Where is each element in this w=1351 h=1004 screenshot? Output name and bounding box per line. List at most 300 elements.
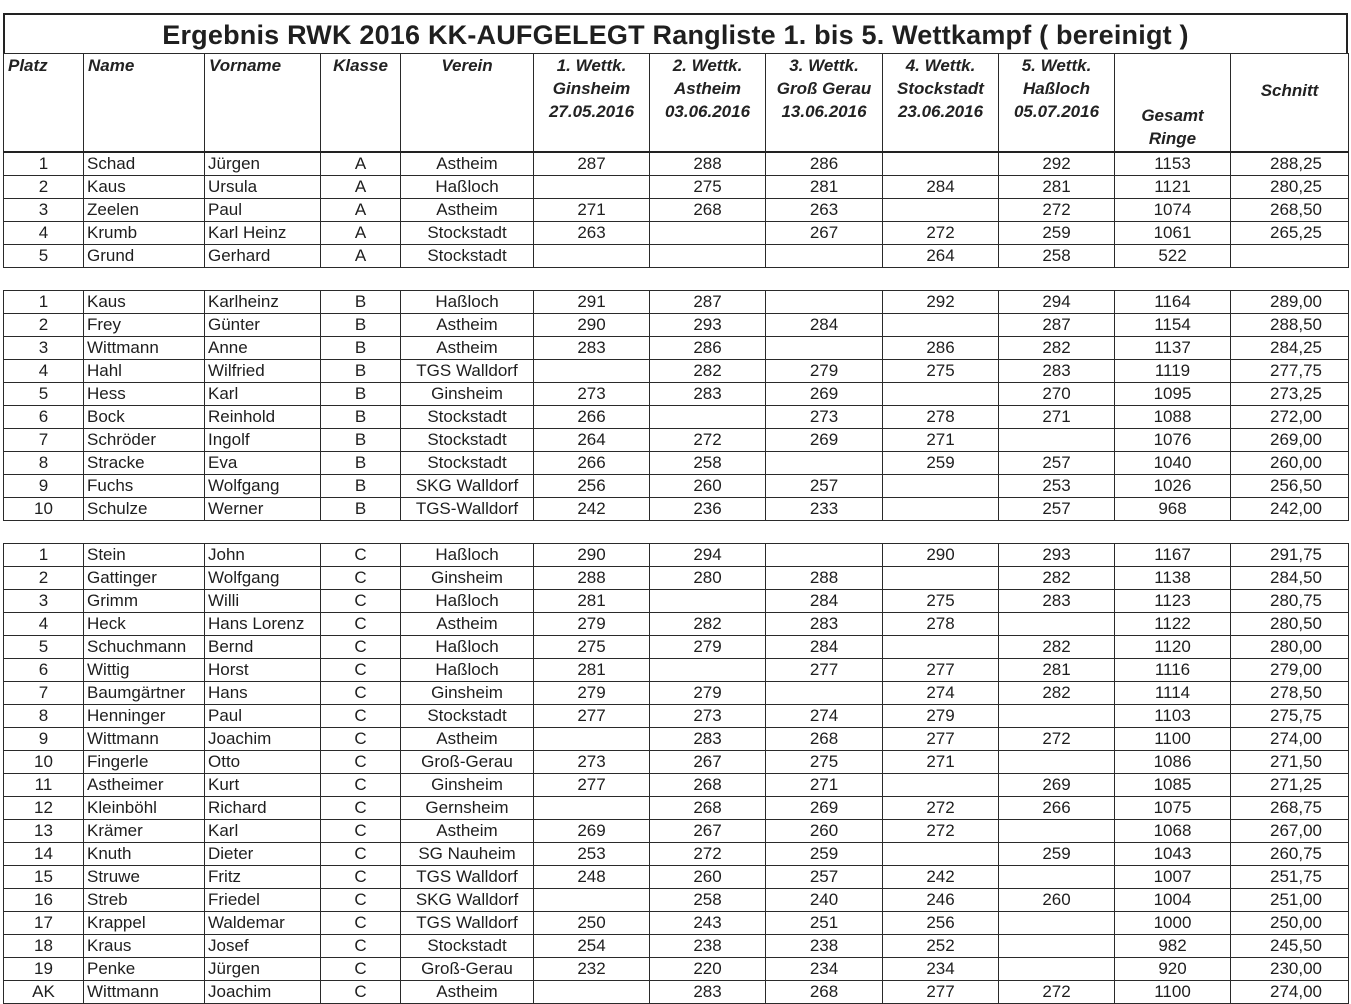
cell-verein: TGS Walldorf <box>401 912 534 935</box>
cell-verein: Stockstadt <box>401 406 534 429</box>
cell-platz: 5 <box>4 245 84 268</box>
cell-verein: Haßloch <box>401 590 534 613</box>
cell-klasse: C <box>321 958 401 981</box>
cell-klasse: B <box>321 314 401 337</box>
cell-name: Penke <box>84 958 205 981</box>
cell-wettkampf-1: 266 <box>534 452 650 475</box>
cell-wettkampf-4 <box>883 475 999 498</box>
table-header <box>4 54 1349 153</box>
cell-verein: Stockstadt <box>401 222 534 245</box>
cell-wettkampf-1 <box>534 360 650 383</box>
header-w4-label: 4. Wettk. <box>905 56 976 75</box>
cell-wettkampf-5: 282 <box>999 337 1115 360</box>
cell-wettkampf-3 <box>766 544 883 567</box>
table-row <box>4 705 1349 728</box>
cell-wettkampf-3: 238 <box>766 935 883 958</box>
cell-klasse: B <box>321 360 401 383</box>
cell-wettkampf-2: 260 <box>650 866 766 889</box>
cell-wettkampf-4 <box>883 498 999 521</box>
cell-wettkampf-4 <box>883 636 999 659</box>
cell-schnitt: 268,50 <box>1231 199 1349 222</box>
table-row <box>4 866 1349 889</box>
cell-name: Stein <box>84 544 205 567</box>
table-row <box>4 659 1349 682</box>
cell-gesamt: 920 <box>1115 958 1231 981</box>
table-row <box>4 590 1349 613</box>
header-klasse: Klasse <box>321 54 401 153</box>
cell-wettkampf-2: 258 <box>650 452 766 475</box>
cell-vorname: Wolfgang <box>205 475 321 498</box>
cell-gesamt: 1088 <box>1115 406 1231 429</box>
cell-klasse: C <box>321 590 401 613</box>
cell-name: Fuchs <box>84 475 205 498</box>
header-w1-place: Ginsheim <box>552 79 631 98</box>
cell-gesamt: 1167 <box>1115 544 1231 567</box>
cell-schnitt: 271,50 <box>1231 751 1349 774</box>
cell-vorname: Ursula <box>205 176 321 199</box>
cell-wettkampf-1 <box>534 728 650 751</box>
cell-wettkampf-3: 257 <box>766 866 883 889</box>
cell-schnitt: 288,25 <box>1231 152 1349 176</box>
cell-wettkampf-4: 272 <box>883 820 999 843</box>
cell-platz: 2 <box>4 176 84 199</box>
cell-name: Astheimer <box>84 774 205 797</box>
cell-wettkampf-4: 264 <box>883 245 999 268</box>
cell-gesamt: 1026 <box>1115 475 1231 498</box>
cell-platz: 4 <box>4 360 84 383</box>
cell-platz: 1 <box>4 544 84 567</box>
cell-wettkampf-1 <box>534 981 650 1004</box>
cell-verein: Astheim <box>401 820 534 843</box>
cell-wettkampf-2: 275 <box>650 176 766 199</box>
cell-platz: 6 <box>4 659 84 682</box>
cell-platz: 7 <box>4 429 84 452</box>
cell-name: Kraus <box>84 935 205 958</box>
cell-name: Grimm <box>84 590 205 613</box>
cell-platz: 5 <box>4 383 84 406</box>
cell-wettkampf-3: 284 <box>766 314 883 337</box>
cell-wettkampf-5 <box>999 429 1115 452</box>
cell-verein: Astheim <box>401 981 534 1004</box>
cell-verein: Stockstadt <box>401 452 534 475</box>
cell-vorname: Anne <box>205 337 321 360</box>
cell-wettkampf-4: 290 <box>883 544 999 567</box>
cell-schnitt: 250,00 <box>1231 912 1349 935</box>
table-row <box>4 475 1349 498</box>
cell-wettkampf-2: 258 <box>650 889 766 912</box>
table-row <box>4 751 1349 774</box>
cell-gesamt: 1004 <box>1115 889 1231 912</box>
cell-wettkampf-1: 283 <box>534 337 650 360</box>
cell-wettkampf-2: 267 <box>650 751 766 774</box>
cell-wettkampf-4: 246 <box>883 889 999 912</box>
cell-klasse: C <box>321 935 401 958</box>
cell-wettkampf-5: 266 <box>999 797 1115 820</box>
header-w5-label: 5. Wettk. <box>1021 56 1092 75</box>
cell-verein: Haßloch <box>401 636 534 659</box>
cell-verein: SKG Walldorf <box>401 475 534 498</box>
cell-gesamt: 1068 <box>1115 820 1231 843</box>
cell-wettkampf-5: 294 <box>999 291 1115 314</box>
cell-wettkampf-1 <box>534 797 650 820</box>
header-schnitt: Schnitt <box>1231 54 1349 153</box>
cell-vorname: Paul <box>205 199 321 222</box>
cell-wettkampf-5: 282 <box>999 682 1115 705</box>
cell-name: Wittmann <box>84 981 205 1004</box>
cell-klasse: C <box>321 843 401 866</box>
cell-wettkampf-3 <box>766 682 883 705</box>
cell-wettkampf-3: 271 <box>766 774 883 797</box>
cell-wettkampf-5 <box>999 866 1115 889</box>
cell-vorname: Eva <box>205 452 321 475</box>
cell-klasse: C <box>321 889 401 912</box>
cell-gesamt: 1154 <box>1115 314 1231 337</box>
cell-name: Knuth <box>84 843 205 866</box>
cell-wettkampf-4: 271 <box>883 429 999 452</box>
header-w4-place: Stockstadt <box>897 79 984 98</box>
header-gesamt-label: Gesamt <box>1141 106 1204 125</box>
cell-wettkampf-4: 234 <box>883 958 999 981</box>
header-vorname: Vorname <box>205 54 321 153</box>
cell-schnitt: 269,00 <box>1231 429 1349 452</box>
cell-klasse: B <box>321 291 401 314</box>
cell-klasse: C <box>321 682 401 705</box>
cell-gesamt: 1086 <box>1115 751 1231 774</box>
cell-wettkampf-4: 272 <box>883 797 999 820</box>
cell-schnitt: 275,75 <box>1231 705 1349 728</box>
header-w2-date: 03.06.2016 <box>664 102 751 121</box>
cell-wettkampf-4: 278 <box>883 406 999 429</box>
cell-wettkampf-3 <box>766 245 883 268</box>
cell-wettkampf-1: 266 <box>534 406 650 429</box>
cell-platz: 2 <box>4 314 84 337</box>
header-verein: Verein <box>401 54 534 153</box>
cell-klasse: C <box>321 751 401 774</box>
header-wettkampf-1 <box>534 54 650 153</box>
cell-verein: Groß-Gerau <box>401 751 534 774</box>
cell-wettkampf-2: 260 <box>650 475 766 498</box>
cell-wettkampf-5 <box>999 912 1115 935</box>
cell-schnitt: 260,00 <box>1231 452 1349 475</box>
table-row <box>4 176 1349 199</box>
cell-schnitt <box>1231 245 1349 268</box>
header-w1-date: 27.05.2016 <box>548 102 635 121</box>
cell-wettkampf-5: 270 <box>999 383 1115 406</box>
table-row <box>4 544 1349 567</box>
cell-schnitt: 267,00 <box>1231 820 1349 843</box>
cell-wettkampf-5: 287 <box>999 314 1115 337</box>
cell-wettkampf-3: 267 <box>766 222 883 245</box>
cell-wettkampf-5: 281 <box>999 659 1115 682</box>
table-row <box>4 843 1349 866</box>
cell-klasse: C <box>321 981 401 1004</box>
cell-vorname: Hans Lorenz <box>205 613 321 636</box>
cell-wettkampf-3: 284 <box>766 636 883 659</box>
cell-gesamt: 1085 <box>1115 774 1231 797</box>
cell-wettkampf-4: 259 <box>883 452 999 475</box>
cell-wettkampf-1: 291 <box>534 291 650 314</box>
cell-wettkampf-1: 279 <box>534 613 650 636</box>
cell-wettkampf-3 <box>766 452 883 475</box>
cell-vorname: Karlheinz <box>205 291 321 314</box>
cell-wettkampf-5 <box>999 613 1115 636</box>
cell-klasse: C <box>321 912 401 935</box>
cell-verein: Haßloch <box>401 291 534 314</box>
cell-wettkampf-2 <box>650 222 766 245</box>
cell-verein: Ginsheim <box>401 383 534 406</box>
cell-wettkampf-2: 272 <box>650 429 766 452</box>
header-gesamt <box>1115 54 1231 153</box>
header-wettkampf-4 <box>883 54 999 153</box>
cell-verein: Groß-Gerau <box>401 958 534 981</box>
cell-name: Struwe <box>84 866 205 889</box>
cell-vorname: Dieter <box>205 843 321 866</box>
cell-wettkampf-4: 275 <box>883 360 999 383</box>
cell-name: Schuchmann <box>84 636 205 659</box>
cell-vorname: Richard <box>205 797 321 820</box>
cell-platz: 5 <box>4 636 84 659</box>
cell-verein: Astheim <box>401 613 534 636</box>
cell-wettkampf-3: 284 <box>766 590 883 613</box>
cell-gesamt: 1095 <box>1115 383 1231 406</box>
cell-gesamt: 1138 <box>1115 567 1231 590</box>
cell-verein: TGS Walldorf <box>401 866 534 889</box>
cell-wettkampf-4: 277 <box>883 981 999 1004</box>
cell-verein: Stockstadt <box>401 935 534 958</box>
cell-platz: 4 <box>4 613 84 636</box>
cell-klasse: C <box>321 613 401 636</box>
cell-vorname: Wilfried <box>205 360 321 383</box>
cell-verein: SKG Walldorf <box>401 889 534 912</box>
table-row <box>4 912 1349 935</box>
cell-gesamt: 982 <box>1115 935 1231 958</box>
cell-wettkampf-4: 271 <box>883 751 999 774</box>
cell-klasse: C <box>321 567 401 590</box>
cell-klasse: A <box>321 176 401 199</box>
cell-vorname: Fritz <box>205 866 321 889</box>
cell-verein: Astheim <box>401 314 534 337</box>
cell-name: Baumgärtner <box>84 682 205 705</box>
cell-wettkampf-5: 260 <box>999 889 1115 912</box>
cell-name: Krumb <box>84 222 205 245</box>
cell-wettkampf-3: 240 <box>766 889 883 912</box>
results-sheet <box>3 13 1348 1004</box>
cell-vorname: Joachim <box>205 728 321 751</box>
cell-name: Fingerle <box>84 751 205 774</box>
table-row <box>4 797 1349 820</box>
cell-wettkampf-3: 259 <box>766 843 883 866</box>
cell-wettkampf-5: 272 <box>999 728 1115 751</box>
cell-wettkampf-3: 260 <box>766 820 883 843</box>
table-row <box>4 429 1349 452</box>
cell-gesamt: 1122 <box>1115 613 1231 636</box>
cell-klasse: B <box>321 406 401 429</box>
cell-vorname: Friedel <box>205 889 321 912</box>
cell-schnitt: 280,25 <box>1231 176 1349 199</box>
cell-vorname: Karl Heinz <box>205 222 321 245</box>
cell-platz: 14 <box>4 843 84 866</box>
cell-wettkampf-4 <box>883 152 999 176</box>
cell-wettkampf-1: 290 <box>534 314 650 337</box>
cell-wettkampf-3 <box>766 337 883 360</box>
cell-wettkampf-1: 273 <box>534 751 650 774</box>
cell-wettkampf-5: 259 <box>999 222 1115 245</box>
cell-wettkampf-5: 292 <box>999 152 1115 176</box>
cell-wettkampf-1: 273 <box>534 383 650 406</box>
cell-platz: AK <box>4 981 84 1004</box>
cell-gesamt: 1116 <box>1115 659 1231 682</box>
cell-wettkampf-2: 293 <box>650 314 766 337</box>
cell-platz: 17 <box>4 912 84 935</box>
cell-platz: 9 <box>4 475 84 498</box>
cell-vorname: Gerhard <box>205 245 321 268</box>
cell-platz: 15 <box>4 866 84 889</box>
table-row <box>4 613 1349 636</box>
cell-wettkampf-2: 268 <box>650 199 766 222</box>
cell-name: Zeelen <box>84 199 205 222</box>
cell-wettkampf-5: 257 <box>999 498 1115 521</box>
cell-wettkampf-2: 279 <box>650 636 766 659</box>
header-ringe-label: Ringe <box>1148 129 1197 148</box>
cell-verein: Ginsheim <box>401 567 534 590</box>
cell-gesamt: 1100 <box>1115 728 1231 751</box>
header-w3-date: 13.06.2016 <box>781 102 867 121</box>
cell-klasse: C <box>321 544 401 567</box>
header-wettkampf-3 <box>766 54 883 153</box>
cell-wettkampf-2: 268 <box>650 774 766 797</box>
cell-vorname: Kurt <box>205 774 321 797</box>
cell-wettkampf-4: 279 <box>883 705 999 728</box>
results-table <box>3 53 1349 1004</box>
cell-klasse: C <box>321 728 401 751</box>
cell-vorname: Horst <box>205 659 321 682</box>
cell-klasse: B <box>321 337 401 360</box>
cell-name: Bock <box>84 406 205 429</box>
cell-klasse: C <box>321 797 401 820</box>
cell-vorname: Joachim <box>205 981 321 1004</box>
cell-wettkampf-4: 274 <box>883 682 999 705</box>
cell-wettkampf-4 <box>883 199 999 222</box>
table-body <box>4 152 1349 1004</box>
cell-verein: Stockstadt <box>401 429 534 452</box>
cell-wettkampf-2: 267 <box>650 820 766 843</box>
table-row <box>4 981 1349 1004</box>
cell-verein: SG Nauheim <box>401 843 534 866</box>
cell-wettkampf-1 <box>534 176 650 199</box>
cell-wettkampf-1: 256 <box>534 475 650 498</box>
cell-name: Grund <box>84 245 205 268</box>
cell-wettkampf-1: 277 <box>534 705 650 728</box>
header-w3-label: 3. Wettk. <box>789 56 859 75</box>
cell-wettkampf-2: 279 <box>650 682 766 705</box>
cell-gesamt: 968 <box>1115 498 1231 521</box>
cell-wettkampf-2: 283 <box>650 383 766 406</box>
cell-name: Wittmann <box>84 337 205 360</box>
cell-wettkampf-5: 281 <box>999 176 1115 199</box>
cell-schnitt: 230,00 <box>1231 958 1349 981</box>
cell-verein: TGS Walldorf <box>401 360 534 383</box>
cell-schnitt: 271,25 <box>1231 774 1349 797</box>
cell-wettkampf-5: 293 <box>999 544 1115 567</box>
table-row <box>4 337 1349 360</box>
cell-wettkampf-5: 253 <box>999 475 1115 498</box>
cell-schnitt: 284,50 <box>1231 567 1349 590</box>
cell-wettkampf-4: 278 <box>883 613 999 636</box>
cell-wettkampf-2: 287 <box>650 291 766 314</box>
header-wettkampf-2 <box>650 54 766 153</box>
cell-name: Wittig <box>84 659 205 682</box>
table-row <box>4 452 1349 475</box>
cell-schnitt: 260,75 <box>1231 843 1349 866</box>
cell-vorname: Reinhold <box>205 406 321 429</box>
cell-wettkampf-1: 290 <box>534 544 650 567</box>
cell-vorname: Willi <box>205 590 321 613</box>
cell-platz: 10 <box>4 498 84 521</box>
cell-wettkampf-3: 251 <box>766 912 883 935</box>
cell-klasse: B <box>321 452 401 475</box>
cell-klasse: C <box>321 705 401 728</box>
cell-vorname: Waldemar <box>205 912 321 935</box>
cell-platz: 8 <box>4 452 84 475</box>
cell-wettkampf-3: 268 <box>766 981 883 1004</box>
cell-wettkampf-1: 263 <box>534 222 650 245</box>
cell-klasse: C <box>321 659 401 682</box>
header-platz: Platz <box>4 54 84 153</box>
table-row <box>4 314 1349 337</box>
cell-wettkampf-3: 269 <box>766 797 883 820</box>
cell-name: Henninger <box>84 705 205 728</box>
table-row <box>4 636 1349 659</box>
cell-schnitt: 280,75 <box>1231 590 1349 613</box>
table-row <box>4 199 1349 222</box>
cell-vorname: Günter <box>205 314 321 337</box>
cell-platz: 4 <box>4 222 84 245</box>
cell-schnitt: 274,00 <box>1231 981 1349 1004</box>
cell-wettkampf-5: 282 <box>999 636 1115 659</box>
cell-schnitt: 280,50 <box>1231 613 1349 636</box>
cell-wettkampf-4: 256 <box>883 912 999 935</box>
cell-gesamt: 1000 <box>1115 912 1231 935</box>
cell-gesamt: 1153 <box>1115 152 1231 176</box>
cell-schnitt: 291,75 <box>1231 544 1349 567</box>
cell-klasse: B <box>321 498 401 521</box>
cell-verein: Astheim <box>401 337 534 360</box>
cell-gesamt: 1076 <box>1115 429 1231 452</box>
cell-verein: Stockstadt <box>401 245 534 268</box>
table-row <box>4 360 1349 383</box>
cell-wettkampf-5 <box>999 705 1115 728</box>
cell-wettkampf-2: 238 <box>650 935 766 958</box>
cell-name: Kaus <box>84 176 205 199</box>
table-row <box>4 383 1349 406</box>
cell-verein: Astheim <box>401 199 534 222</box>
header-w3-place: Groß Gerau <box>776 79 872 98</box>
cell-gesamt: 1123 <box>1115 590 1231 613</box>
cell-wettkampf-2: 272 <box>650 843 766 866</box>
cell-vorname: Jürgen <box>205 152 321 176</box>
cell-wettkampf-4: 286 <box>883 337 999 360</box>
cell-wettkampf-1: 271 <box>534 199 650 222</box>
cell-platz: 10 <box>4 751 84 774</box>
cell-wettkampf-2: 236 <box>650 498 766 521</box>
cell-wettkampf-1: 288 <box>534 567 650 590</box>
cell-vorname: Josef <box>205 935 321 958</box>
cell-wettkampf-1: 264 <box>534 429 650 452</box>
table-row <box>4 774 1349 797</box>
table-row <box>4 958 1349 981</box>
cell-wettkampf-3: 263 <box>766 199 883 222</box>
cell-wettkampf-5 <box>999 820 1115 843</box>
